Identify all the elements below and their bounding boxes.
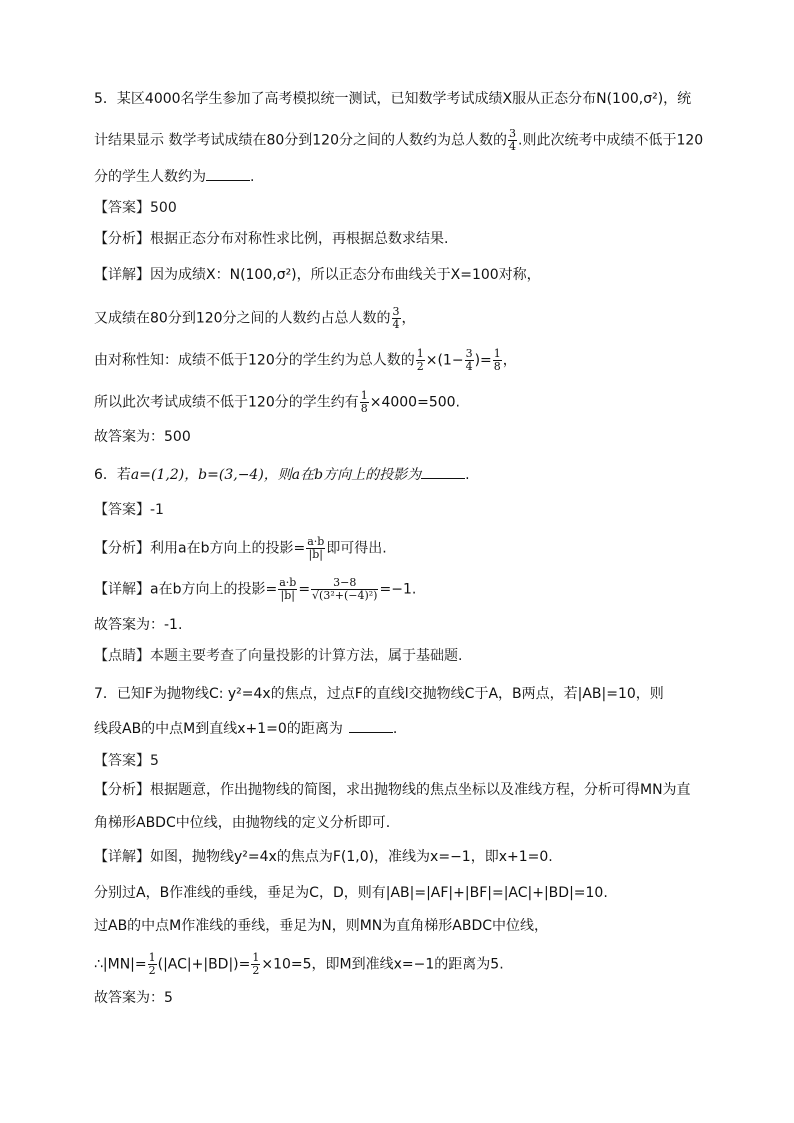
- q7-final-answer: 故答案为：5: [94, 990, 173, 1006]
- fraction: $\frac{a\cdot b}{|b|}$: [279, 576, 297, 602]
- fraction: $\frac{1}{2}$: [252, 951, 260, 977]
- q7-analysis-line1: 【分析】根据题意，作出抛物线的简图，求出抛物线的焦点坐标以及准线方程，分析可得MN为直: [94, 782, 691, 798]
- q7-stem-line2: 线段AB的中点M到直线x+1=0的距离为 .: [94, 721, 398, 737]
- q5-stem-text2: 计结果显示 数学考试成绩在80分到120分之间的人数约为总人数的: [94, 132, 507, 149]
- q6-comment: 【点睛】本题主要考查了向量投影的计算方法，属于基础题.: [94, 648, 463, 664]
- fraction: $\frac{3}{4}$: [392, 305, 400, 331]
- q5-detail-line1: 【详解】因为成绩X：N(100,σ²)，所以正态分布曲线关于X=100对称，: [94, 267, 541, 283]
- q7-stem-line1: 7．已知F为抛物线C: y²=4x的焦点，过点F的直线l交抛物线C于A，B两点，若|AB|=10，则: [94, 686, 664, 702]
- q5-stem-text1: 5．某区4000名学生参加了高考模拟统一测试，已知数学考试成绩X服从正态分布N(100,σ²)，统: [94, 91, 692, 107]
- q7-analysis-line2: 角梯形ABDC中位线，由抛物线的定义分析即可.: [94, 815, 391, 831]
- fraction: $\frac{1}{8}$: [360, 389, 368, 415]
- fraction: $\frac{1}{8}$: [493, 347, 501, 373]
- q5-answer: 【答案】500: [94, 200, 177, 216]
- q5-stem-line3: 分的学生人数约为 .: [94, 169, 255, 185]
- q5-analysis: 【分析】根据正态分布对称性求比例，再根据总数求结果.: [94, 231, 449, 247]
- q5-detail-line3: 由对称性知：成绩不低于120分的学生约为总人数的 $\frac{1}{2}$ ×(1− $\frac{3}{4}$ )= $\frac{1}{8}$ ，: [94, 347, 517, 373]
- q6-final-answer: 故答案为：-1.: [94, 617, 183, 633]
- q5-final-answer: 故答案为：500: [94, 429, 191, 445]
- answer-blank: [206, 168, 250, 181]
- fraction: $\frac{1}{2}$: [416, 347, 424, 373]
- fraction: $\frac{3}{4}$: [509, 127, 516, 153]
- q5-stem-text3: 分的学生人数约为: [94, 169, 206, 185]
- q6-stem: 6．若a=(1,2)，b=(3,−4)，则a在b方向上的投影为 .: [94, 467, 470, 483]
- answer-blank: [421, 466, 465, 479]
- q7-detail-line1: 【详解】如图，抛物线y²=4x的焦点为F(1,0)，准线为x=−1，即x+1=0.: [94, 849, 553, 865]
- q5-detail-line2: 又成绩在80分到120分之间的人数约占总人数的 $\frac{3}{4}$ ，: [94, 305, 416, 331]
- q5-stem-line1: [94, 90, 691, 108]
- q7-detail-line4: ∴|MN|= $\frac{1}{2}$ (|AC|+|BD|)= $\frac{1}{2}$ ×10=5，即M到准线x=−1的距离为5.: [94, 951, 504, 977]
- q6-analysis: 【分析】利用a在b方向上的投影= $\frac{a\cdot b}{|b|}$ 即可得出.: [94, 535, 387, 561]
- q7-answer: 【答案】5: [94, 753, 159, 769]
- fraction: $\frac{1}{2}$: [148, 951, 156, 977]
- answer-blank: [349, 720, 393, 733]
- fraction: $\frac{3}{4}$: [465, 347, 473, 373]
- q5-detail-line4: 所以此次考试成绩不低于120分的学生约有 $\frac{1}{8}$ ×4000=500.: [94, 389, 460, 415]
- q5-stem-line2: [94, 128, 703, 153]
- fraction: $\frac{a\cdot b}{|b|}$: [307, 535, 325, 561]
- q6-detail: 【详解】a在b方向上的投影= $\frac{a\cdot b}{|b|}$ = $\frac{3-8}{\text{√(3²+(−4)²)}}$ =−1.: [94, 576, 417, 602]
- fraction: $\frac{3-8}{\text{√(3²+(−4)²)}}$: [312, 576, 378, 602]
- q5-stem-text2-tail: .则此次统考中成绩不低于120: [518, 132, 704, 149]
- q7-detail-line2: 分别过A，B作准线的垂线，垂足为C，D，则有|AB|=|AF|+|BF|=|AC|+|BD|=10.: [94, 885, 608, 901]
- q7-detail-line3: 过AB的中点M作准线的垂线，垂足为N，则MN为直角梯形ABDC中位线，: [94, 918, 549, 934]
- q6-answer: 【答案】-1: [94, 502, 164, 518]
